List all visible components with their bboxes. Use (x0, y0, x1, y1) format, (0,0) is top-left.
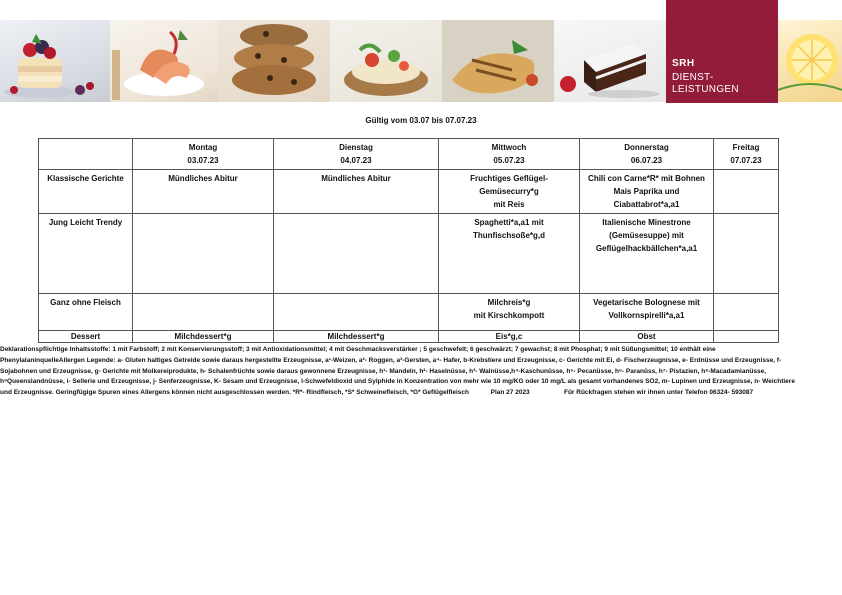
meal-cell: Milchdessert*g (274, 331, 439, 343)
srh-logo (666, 0, 778, 103)
corner-cell (39, 139, 133, 170)
brand-subtitle (672, 72, 739, 96)
brand-subtitle-line: DIENST- (672, 72, 714, 83)
menu-table (38, 138, 779, 343)
grilled-food-icon (442, 20, 554, 102)
meal-cell (714, 170, 779, 214)
brand-name: SRH (672, 58, 695, 69)
legend-line (0, 388, 830, 399)
meal-cell: Chili con Carne*R* mit Bohnen Mais Paprika und Ciabattabrot*a,a1 (580, 170, 714, 214)
day-date: 05.07.23 (493, 156, 525, 165)
category-label: Dessert (39, 331, 133, 343)
day-header (714, 139, 779, 170)
category-label: Klassische Gerichte (39, 170, 133, 214)
meal-cell (274, 294, 439, 331)
legend-line: Sojabohnen und Erzeugnisse, g- Gerichte mit Molkereiprodukte, h- Schalenfrüchte sowie daraus gewonnene Erzeugnisse, h¹- Mandeln, h²- Haselnüsse, h³- Walnüsse,h⁴-Kaschunüsse, h⁵- Pecanüsse, h⁶- Paranüss, h⁷- Pistazien, h⁸-Macadamianüsse, (0, 367, 767, 375)
meal-cell: Vegetarische Bolognese mit Vollkornspirelli*a,a1 (580, 294, 714, 331)
dessert-photo (0, 20, 110, 102)
meal-cell: Milchdessert*g (133, 331, 274, 343)
cookies-icon (218, 20, 330, 102)
legend-line: Deklarationspflichtige Inhaltsstoffe: 1 mit Farbstoff; 2 mit Konservierungsstoff; 3 mit Antioxidationsmittel; 4 mit Geschmacksverstärker ; 5 geschwefelt; 6 geschwärzt; 7 gewachst; 8 mit Phosphat; 9 mit Süßungsmittel; 10 enthält eine (0, 346, 716, 353)
plan-number: Plan 27 2023 (490, 389, 530, 397)
day-name: Dienstag (339, 143, 373, 152)
day-header (133, 139, 274, 170)
brand-subtitle-line: LEISTUNGEN (672, 84, 739, 95)
header-banner (0, 0, 842, 103)
grilled-food-photo (442, 20, 554, 102)
cake-photo (554, 20, 666, 102)
cookies-photo (218, 20, 330, 102)
table-row (39, 214, 779, 294)
meal-cell: Mündliches Abitur (274, 170, 439, 214)
day-header (439, 139, 580, 170)
day-name: Montag (188, 143, 218, 152)
day-header (580, 139, 714, 170)
baked-potato-icon (330, 20, 442, 102)
meal-cell: Milchreis*g mit Kirschkompott (439, 294, 580, 331)
day-name: Mittwoch (491, 143, 527, 152)
day-date: 06.07.23 (630, 156, 663, 165)
meal-cell (133, 214, 274, 294)
meal-cell (714, 331, 779, 343)
day-date: 07.07.23 (730, 156, 762, 165)
meal-cell: Fruchtiges Geflügel- Gemüsecurry*g mit Reis (439, 170, 580, 214)
day-date: 04.07.23 (340, 156, 372, 165)
day-name: Donnerstag (624, 143, 669, 152)
shrimp-icon (110, 20, 218, 102)
category-label: Jung Leicht Trendy (39, 214, 133, 294)
allergen-legend (0, 345, 830, 399)
page-title: Gültig vom 03.07 bis 07.07.23 (365, 116, 477, 125)
day-date: 03.07.23 (187, 156, 219, 165)
lemon-fish-icon (778, 20, 842, 102)
day-header (274, 139, 439, 170)
legend-text: und Erzeugnisse. Geringfügige Spuren eines Allergens können nicht ausgeschlossen werden. *R*- Rindfleisch, *S* Schweinefleisch, *G* Geflügelfleisch (0, 389, 469, 397)
category-label: Ganz ohne Fleisch (39, 294, 133, 331)
lemon-fish-photo (778, 20, 842, 102)
meal-cell: Eis*g,c (439, 331, 580, 343)
meal-cell (133, 294, 274, 331)
meal-cell: Spaghetti*a,a1 mit Thunfischsoße*g,d (439, 214, 580, 294)
dessert-icon (0, 20, 110, 102)
day-name: Freitag (732, 143, 760, 152)
meal-cell: Italienische Minestrone (Gemüsesuppe) mit Geflügelhackbällchen*a,a1 (580, 214, 714, 294)
table-header-row (39, 139, 779, 170)
table-row (39, 170, 779, 214)
table-row (39, 331, 779, 343)
legend-line: h⁹Queenslandnüsse, i- Sellerie und Erzeugnisse, j- Senferzeugnisse, K- Sesam und Erzeugnisse, l-Schwefeldioxid und Sylphide in Konzentration von mehr wie 10 mg/KG oder 10 mg/L als gesamt vorhandenes SO2, m- Lupinen und Erzeugnisse, n- Weichtiere (0, 378, 795, 386)
legend-line: PhenylalaninquelleAllergen Legende: a- Gluten haltiges Getreide sowie daraus hergestellte Erzeugnisse, a¹-Weizen, a²- Roggen, a³-Gersten, a⁴- Hafer, b-Krebstiere und Erzeugnisse, c- Gerichte mit Ei, d- Fischerzeugnisse, e- Erdnüsse und Erzeugnisse, f- (0, 356, 782, 364)
meal-cell (714, 294, 779, 331)
contact-info: Für Rückfragen stehen wir ihnen unter Telefon 06324- 593087 (563, 389, 754, 397)
meal-cell: Obst (580, 331, 714, 343)
meal-cell (274, 214, 439, 294)
table-row (39, 294, 779, 331)
baked-potato-photo (330, 20, 442, 102)
shrimp-photo (110, 20, 218, 102)
meal-cell (714, 214, 779, 294)
meal-cell: Mündliches Abitur (133, 170, 274, 214)
cake-icon (554, 20, 666, 102)
